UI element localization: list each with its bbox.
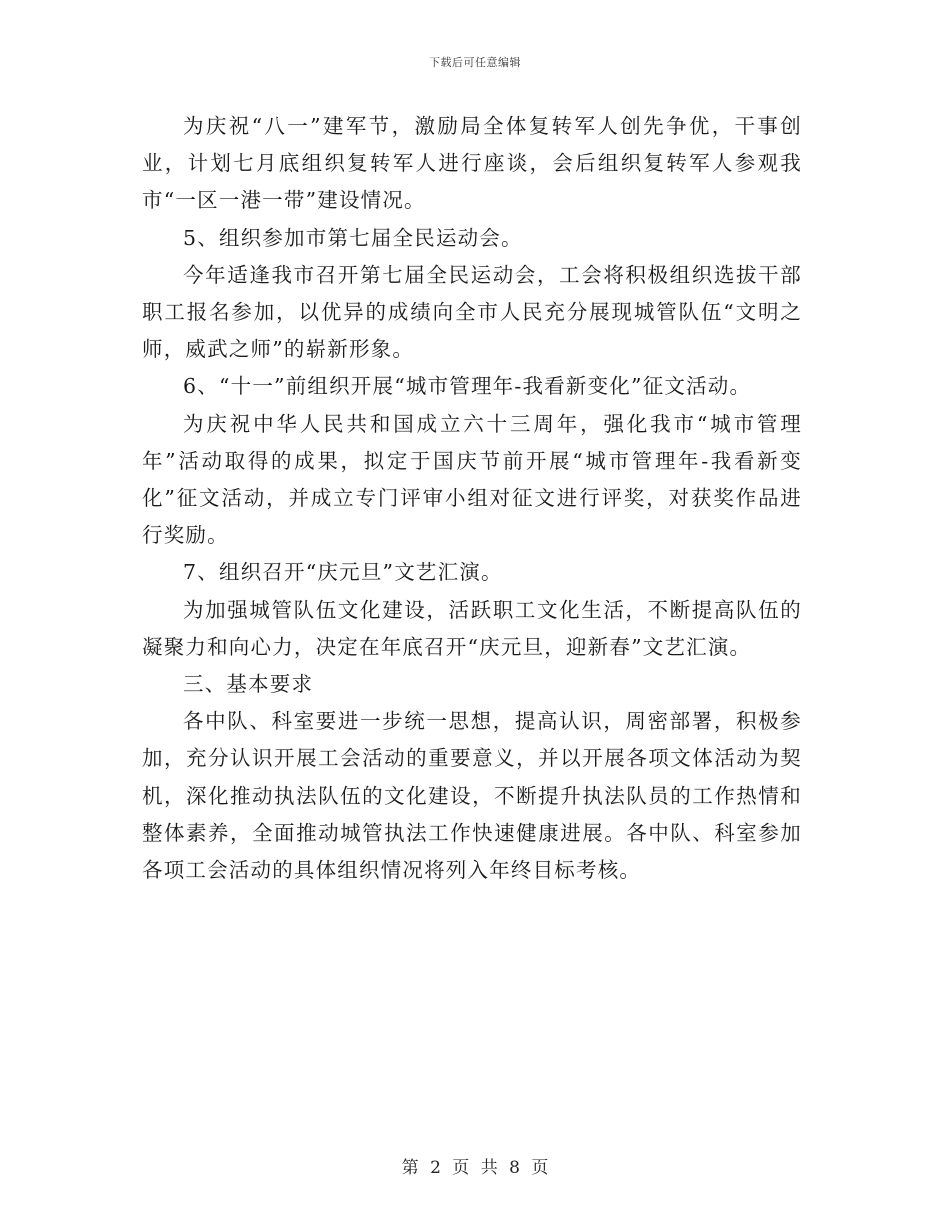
paragraph-sports-meet: 今年适逢我市召开第七届全民运动会，工会将积极组织选拔干部职工报名参加，以优异的成绩向全市人民充分展现城管队伍“文明之师，威武之师”的崭新形象。 bbox=[142, 262, 802, 362]
heading-item-6: 6、“十一”前组织开展“城市管理年-我看新变化”征文活动。 bbox=[183, 374, 752, 399]
heading-item-7: 7、组织召开“庆元旦”文艺汇演。 bbox=[183, 560, 503, 585]
paragraph-bayi-intro: 为庆祝“八一”建军节，激励局全体复转军人创先争优，干事创业，计划七月底组织复转军人进行座谈，会后组织复转军人参观我市“一区一港一带”建设情况。 bbox=[142, 114, 802, 213]
paragraph-essay-contest: 为庆祝中华人民共和国成立六十三周年，强化我市“城市管理年”活动取得的成果，拟定于国庆节前开展“城市管理年-我看新变化”征文活动，并成立专门评审小组对征文进行评奖，对获奖作品进行奖励。 bbox=[142, 411, 802, 548]
section-heading-requirements: 三、基本要求 bbox=[183, 672, 314, 697]
heading-item-5: 5、组织参加市第七届全民运动会。 bbox=[183, 225, 523, 250]
paragraph-new-year-show: 为加强城管队伍文化建设，活跃职工文化生活，不断提高队伍的凝聚力和向心力，决定在年底召开“庆元旦，迎新春”文艺汇演。 bbox=[142, 597, 802, 659]
paragraph-requirements: 各中队、科室要进一步统一思想，提高认识，周密部署，积极参加，充分认识开展工会活动的重要意义，并以开展各项文体活动为契机，深化推动执法队伍的文化建设，不断提升执法队员的工作热情和整体素养，全面推动城管执法工作快速健康进展。各中队、科室参加各项工会活动的具体组织情况将列入年终目标考核。 bbox=[142, 709, 802, 883]
page-header: 下载后可任意编辑 bbox=[429, 56, 521, 69]
page-number-footer: 第 2 页 共 8 页 bbox=[401, 1158, 549, 1178]
document-body bbox=[142, 108, 802, 889]
